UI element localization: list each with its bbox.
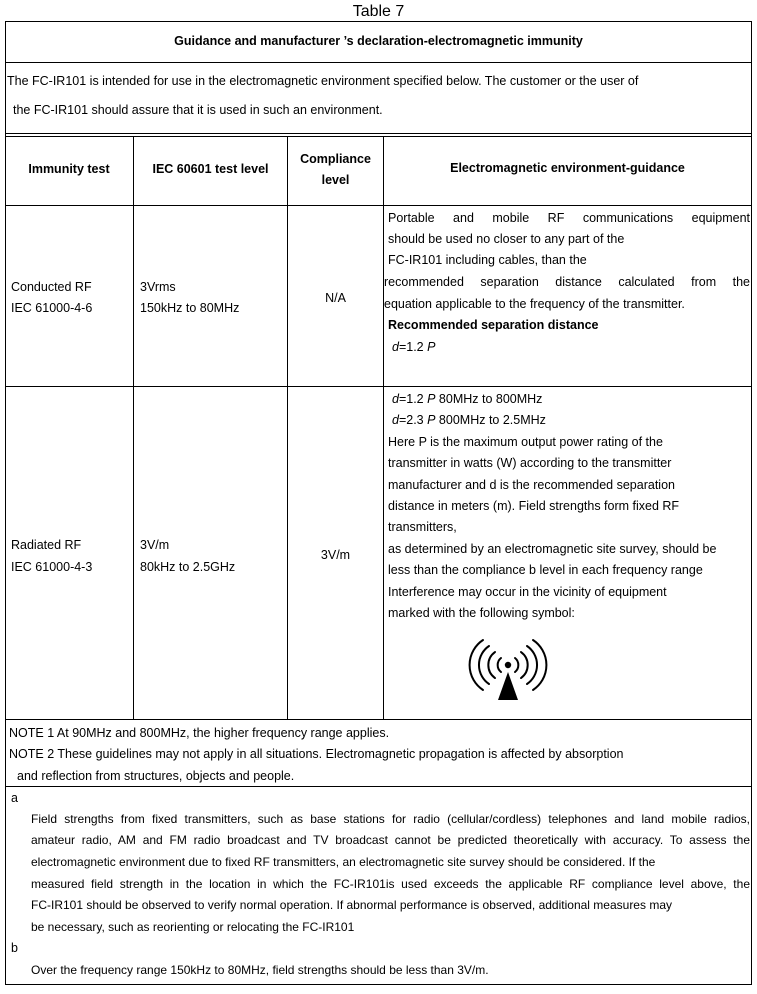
header-guidance: Electromagnetic environment-guidance: [450, 161, 685, 175]
intro-line-1: The FC-IR101 is intended for use in the electromagnetic environment specified below. The customer or the user of: [7, 74, 639, 88]
table-caption: Table 7: [352, 3, 405, 20]
radiated-level-value: 3V/m: [140, 538, 170, 552]
note-1: NOTE 1 At 90MHz and 800MHz, the higher frequency range applies.: [9, 726, 390, 740]
radiated-guidance-line-10: Interference may occur in the vicinity of equipment: [388, 585, 667, 599]
footnote-a-line-1: Field strengths from fixed transmitters, such as base stations for radio (cellular/cordless) telephones and land mobile radios,: [31, 812, 750, 826]
conducted-guidance-line-4: recommended separation distance calculated from the: [384, 275, 750, 289]
formula-var-p: P: [427, 392, 436, 406]
formula-range: 80MHz to 800MHz: [435, 392, 543, 406]
conducted-guidance-line-2: should be used no closer to any part of the: [388, 232, 625, 246]
formula-eq: =2.3: [398, 413, 428, 427]
formula-var-p: P: [427, 340, 436, 354]
border-bottom: [5, 984, 752, 985]
border-header-top: [5, 136, 752, 137]
formula-var-d: d: [392, 413, 399, 427]
border-row2-bottom: [5, 719, 752, 720]
radiated-guidance-line-1: [392, 389, 542, 410]
border-top: [5, 21, 752, 22]
conducted-level-value: 3Vrms: [140, 280, 176, 294]
conducted-guidance-formula: [392, 337, 435, 358]
header-immunity-test: Immunity test: [28, 162, 110, 176]
table-title: Guidance and manufacturer ’s declaration-electromagnetic immunity: [174, 34, 583, 48]
col-divider-2: [287, 136, 288, 720]
conducted-compliance: N/A: [325, 291, 346, 305]
footnote-b-label: b: [11, 941, 18, 955]
formula-range: 800MHz to 2.5MHz: [435, 413, 546, 427]
border-right: [751, 21, 752, 985]
col-divider-3: [383, 136, 384, 720]
footnote-a-line-4: measured field strength in the location in which the FC-IR101is used exceeds the applicable RF compliance level above, the: [31, 877, 750, 891]
formula-var-d: d: [392, 340, 399, 354]
formula-eq: =1.2: [398, 340, 428, 354]
border-row1-bottom: [5, 386, 752, 387]
radiated-level-range: 80kHz to 2.5GHz: [140, 560, 236, 574]
conducted-guidance-line-1: Portable and mobile RF communications equipment: [388, 211, 750, 225]
radiated-test-standard: IEC 61000-4-3: [11, 560, 93, 574]
note-2: NOTE 2 These guidelines may not apply in all situations. Electromagnetic propagation is affected by absorption: [9, 747, 624, 761]
radiated-test-name: Radiated RF: [11, 538, 82, 552]
radiated-guidance-line-11: marked with the following symbol:: [388, 606, 575, 620]
footnote-a-line-6: be necessary, such as reorienting or relocating the FC-IR101: [31, 920, 355, 934]
radiated-guidance-line-2: [392, 410, 546, 431]
footnote-a-line-3: electromagnetic environment due to fixed RF transmitters, an electromagnetic site survey should be considered. If the: [31, 855, 656, 869]
header-compliance-line-1: Compliance: [300, 152, 371, 166]
radiated-guidance-line-8: as determined by an electromagnetic site survey, should be: [388, 542, 717, 556]
conducted-guidance-line-5: equation applicable to the frequency of the transmitter.: [384, 297, 685, 311]
conducted-guidance-line-3: FC-IR101 including cables, than the: [388, 253, 587, 267]
radiated-guidance-line-4: transmitter in watts (W) according to the transmitter: [388, 456, 672, 470]
formula-var-p: P: [427, 413, 436, 427]
radiated-guidance-line-3: Here P is the maximum output power rating of the: [388, 435, 663, 449]
conducted-test-standard: IEC 61000-4-6: [11, 301, 93, 315]
radiated-guidance-line-7: transmitters,: [388, 520, 457, 534]
border-title-bottom: [5, 62, 752, 63]
footnote-a-label: a: [11, 791, 18, 805]
radiated-guidance-line-9: less than the compliance b level in each frequency range: [388, 563, 703, 577]
footnote-b-line-1: Over the frequency range 150kHz to 80MHz, field strengths should be less than 3V/m.: [31, 963, 489, 977]
radiated-guidance-line-5: manufacturer and d is the recommended separation: [388, 478, 675, 492]
border-intro-bottom: [5, 133, 752, 134]
header-compliance-line-2: level: [321, 173, 350, 187]
conducted-test-name: Conducted RF: [11, 280, 92, 294]
radiated-compliance: 3V/m: [320, 548, 351, 562]
conducted-guidance-heading: Recommended separation distance: [388, 318, 599, 332]
border-header-bottom: [5, 205, 752, 206]
radiated-guidance-line-6: distance in meters (m). Field strengths form fixed RF: [388, 499, 680, 513]
formula-eq: =1.2: [398, 392, 428, 406]
footnote-a-line-2: amateur radio, AM and FM radio broadcast and TV broadcast cannot be predicted theoretically with accuracy. To assess the: [31, 833, 750, 847]
formula-var-d: d: [392, 392, 399, 406]
col-divider-1: [133, 136, 134, 720]
note-2-continued: and reflection from structures, objects and people.: [17, 769, 295, 783]
conducted-level-range: 150kHz to 80MHz: [140, 301, 240, 315]
non-ionizing-radiation-icon: [468, 634, 548, 702]
intro-line-2: the FC-IR101 should assure that it is used in such an environment.: [13, 103, 383, 117]
header-test-level: IEC 60601 test level: [152, 162, 269, 176]
footnote-a-line-5: FC-IR101 should be observed to verify normal operation. If abnormal performance is observed, additional measures may: [31, 898, 672, 912]
